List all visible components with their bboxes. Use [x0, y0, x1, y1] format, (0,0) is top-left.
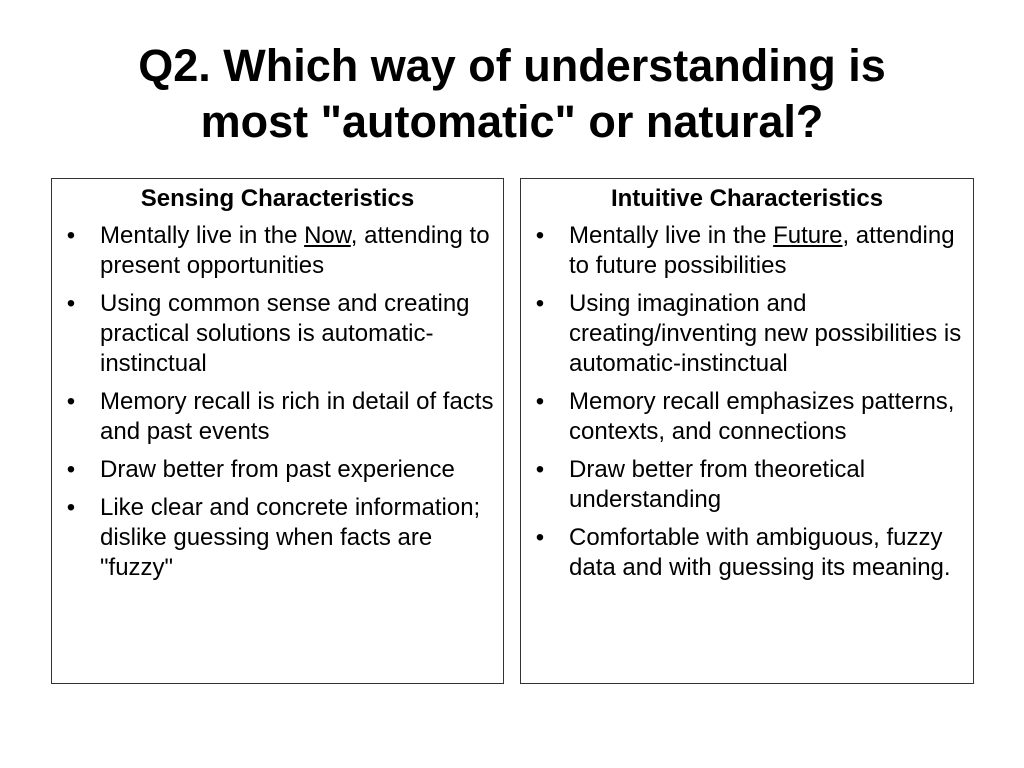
sensing-item-2-text: Using common sense and creating practical solutions is automatic-instinctual [100, 290, 470, 377]
list-item [52, 493, 503, 583]
sensing-item-1-text-end: , attending to present opportunities [100, 222, 490, 279]
intuitive-characteristics-panel [520, 178, 974, 684]
bullet-icon: • [535, 388, 545, 415]
bullet-icon: • [535, 222, 545, 249]
intuitive-item-5-text: Comfortable with ambiguous, fuzzy data and with guessing its meaning. [569, 524, 951, 581]
intuitive-item-2-text: Using imagination and creating/inventing new possibilities is automatic-instinctual [569, 290, 962, 377]
intuitive-bullet-list [521, 221, 973, 583]
bullet-icon: • [66, 494, 76, 521]
bullet-icon: • [66, 456, 76, 483]
sensing-item-3-text: Memory recall is rich in detail of facts and past events [100, 388, 494, 445]
sensing-item-1-text-start: Mentally live in the [100, 222, 305, 249]
list-item [52, 289, 503, 379]
bullet-icon: • [535, 524, 545, 551]
list-item [52, 387, 503, 447]
bullet-icon: • [535, 290, 545, 317]
sensing-characteristics-panel [51, 178, 504, 684]
sensing-item-4-text: Draw better from past experience [100, 456, 455, 483]
intuitive-item-3-text: Memory recall emphasizes patterns, contexts, and connections [569, 388, 955, 445]
list-item [52, 221, 503, 281]
list-item [521, 289, 973, 379]
bullet-icon: • [66, 388, 76, 415]
sensing-bullet-list [52, 221, 503, 583]
slide-title-line-1: Q2. Which way of understanding is [138, 40, 886, 91]
sensing-panel-heading: Sensing Characteristics [140, 185, 415, 212]
slide-title [0, 38, 1024, 150]
bullet-icon: • [535, 456, 545, 483]
intuitive-item-1-underlined-word: Future [773, 222, 843, 249]
list-item [521, 523, 973, 583]
bullet-icon: • [66, 222, 76, 249]
list-item [521, 387, 973, 447]
intuitive-item-1-text-end: , attending to future possibilities [569, 222, 955, 279]
bullet-icon: • [66, 290, 76, 317]
list-item [52, 455, 503, 485]
list-item [521, 221, 973, 281]
sensing-item-1-underlined-word: Now [304, 222, 351, 249]
intuitive-item-1-text-start: Mentally live in the [569, 222, 774, 249]
sensing-item-5-text: Like clear and concrete information; dislike guessing when facts are "fuzzy" [100, 494, 481, 581]
slide-title-line-2: most "automatic" or natural? [200, 96, 824, 147]
intuitive-panel-heading: Intuitive Characteristics [610, 185, 884, 212]
list-item [521, 455, 973, 515]
intuitive-item-4-text: Draw better from theoretical understanding [569, 456, 866, 513]
